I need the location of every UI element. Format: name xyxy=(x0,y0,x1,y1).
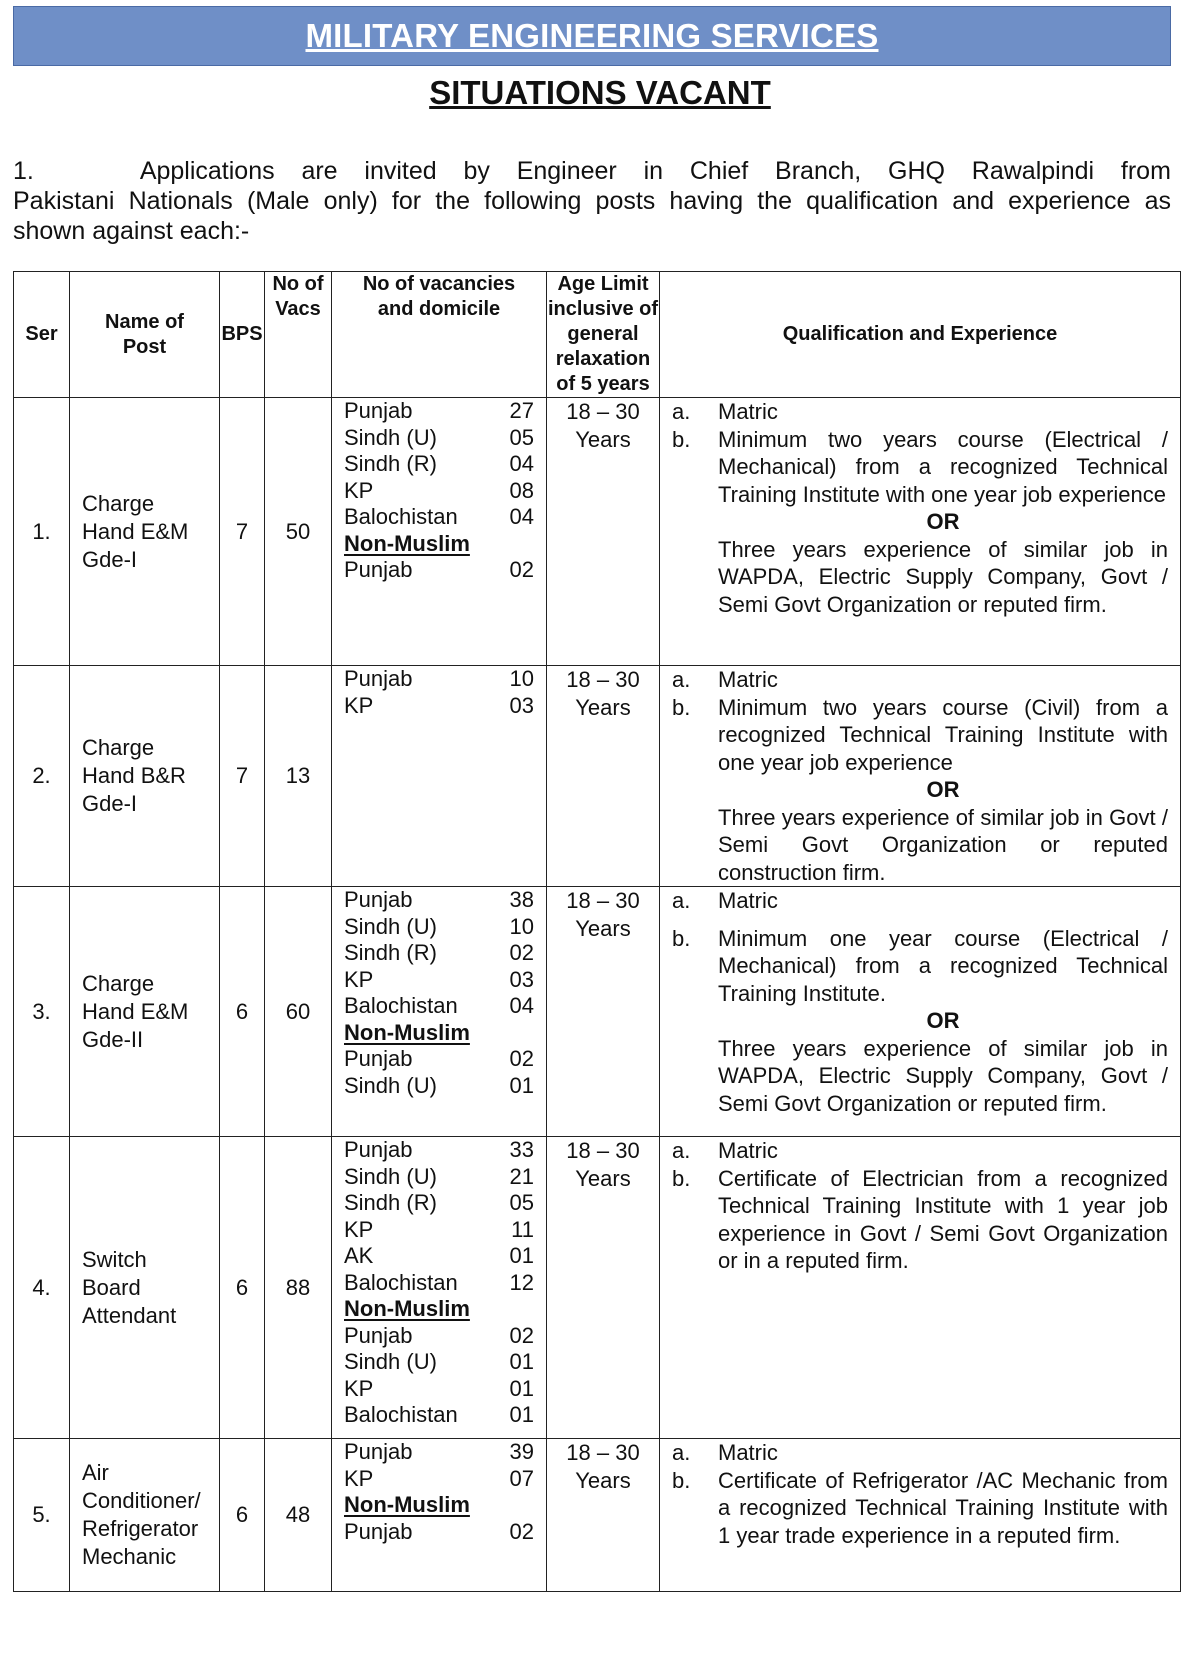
cell-bps: 6 xyxy=(220,1137,265,1439)
domicile-entry xyxy=(344,1439,534,1466)
age-unit: Years xyxy=(575,1166,631,1191)
age-unit: Years xyxy=(575,916,631,941)
post-name-line: Gde-I xyxy=(82,546,138,572)
cell-vacs: 13 xyxy=(265,666,332,887)
qual-or: OR xyxy=(926,1008,960,1033)
intro-word: from xyxy=(1120,157,1171,185)
domicile-province: Punjab xyxy=(344,1322,413,1348)
header-banner xyxy=(13,6,1171,66)
domicile-count: 01 xyxy=(509,1375,534,1401)
domicile-count: 03 xyxy=(509,966,534,992)
qual-label-b: b. xyxy=(672,925,691,951)
qual-b: Minimum two years course (Civil) from a recognized Technical Training Institute with one year job experience xyxy=(718,694,1168,775)
domicile-count: 10 xyxy=(509,913,534,939)
intro-word: invited xyxy=(364,157,437,185)
cell-qualification xyxy=(660,887,1181,1137)
qual-a: Matric xyxy=(718,1440,778,1465)
post-name-line: Charge xyxy=(82,490,155,516)
non-muslim-heading: Non-Muslim xyxy=(344,530,470,556)
header-age-limit: Age Limit inclusive of general relaxation of 5 years xyxy=(547,272,660,398)
cell-qualification xyxy=(660,398,1181,666)
domicile-province: Punjab xyxy=(344,398,413,423)
header-qualification: Qualification and Experience xyxy=(660,272,1181,398)
domicile-province: Sindh (U) xyxy=(344,1349,437,1374)
cell-age-limit xyxy=(547,887,660,1137)
domicile-entry xyxy=(344,914,534,941)
intro-paragraph xyxy=(13,156,1171,246)
domicile-entry xyxy=(344,425,534,452)
domicile-count: 02 xyxy=(509,1046,534,1071)
domicile-count: 10 xyxy=(509,666,534,691)
age-range: 18 – 30 xyxy=(566,1138,640,1163)
cell-vacs: 60 xyxy=(265,887,332,1137)
domicile-entry xyxy=(344,940,534,967)
qual-a: Matric xyxy=(718,888,778,913)
domicile-entry xyxy=(344,887,534,914)
domicile-province: Sindh (U) xyxy=(344,1163,437,1189)
qual-label-a: a. xyxy=(672,667,691,692)
domicile-count: 08 xyxy=(509,477,534,503)
post-name-line: Attendant xyxy=(82,1302,177,1328)
domicile-entry xyxy=(344,1376,534,1403)
age-range: 18 – 30 xyxy=(566,399,640,424)
qual-or: OR xyxy=(926,777,960,802)
cell-vacs: 48 xyxy=(265,1439,332,1592)
cell-age-limit xyxy=(547,1439,660,1592)
qual-label-a: a. xyxy=(672,399,691,424)
intro-word: by xyxy=(463,157,490,185)
domicile-entry xyxy=(344,1519,534,1546)
domicile-province: Sindh (U) xyxy=(344,913,437,939)
domicile-province: Punjab xyxy=(344,666,413,691)
domicile-entry xyxy=(344,693,534,720)
domicile-count: 01 xyxy=(509,1349,534,1374)
banner-title: MILITARY ENGINEERING SERVICES xyxy=(305,17,879,54)
age-unit: Years xyxy=(575,695,631,720)
domicile-province: KP xyxy=(344,1465,374,1491)
cell-post-name xyxy=(70,887,220,1137)
post-name-line: Refrigerator xyxy=(82,1516,199,1541)
qual-b: Minimum one year course (Electrical / Mechanical) from a recognized Technical Training Institute. xyxy=(718,925,1168,1006)
intro-word: Applications xyxy=(139,157,275,185)
domicile-province: Balochistan xyxy=(344,993,458,1018)
qual-a: Matric xyxy=(718,1138,778,1163)
table-row xyxy=(14,666,1181,887)
domicile-count: 27 xyxy=(509,398,534,423)
qual-alternative: Three years experience of similar job in Govt / Semi Govt Organization or reputed construction firm. xyxy=(718,804,1168,885)
post-name-line: Gde-II xyxy=(82,1026,144,1052)
post-name-line: Board xyxy=(82,1274,141,1300)
domicile-count: 02 xyxy=(509,557,534,582)
qual-b: Minimum two years course (Electrical / Mechanical) from a recognized Technical Training Institute with one year job experience xyxy=(718,426,1168,507)
domicile-entry xyxy=(344,398,534,425)
post-name-line: Hand B&R xyxy=(82,763,186,788)
domicile-province: KP xyxy=(344,1216,374,1242)
qual-label-a: a. xyxy=(672,1440,691,1465)
non-muslim-heading: Non-Muslim xyxy=(344,1296,470,1321)
domicile-count: 07 xyxy=(509,1465,534,1491)
qual-label-b: b. xyxy=(672,426,691,452)
domicile-entry xyxy=(344,1217,534,1244)
cell-vacs: 50 xyxy=(265,398,332,666)
domicile-province: AK xyxy=(344,1243,374,1268)
cell-ser: 3. xyxy=(14,887,70,1137)
table-header-row xyxy=(14,272,1181,398)
non-muslim-heading: Non-Muslim xyxy=(344,1492,470,1517)
cell-bps: 6 xyxy=(220,1439,265,1592)
age-unit: Years xyxy=(575,427,631,452)
domicile-count: 01 xyxy=(509,1402,534,1427)
qual-label-b: b. xyxy=(672,1467,691,1493)
domicile-count: 33 xyxy=(509,1137,534,1162)
qual-alternative: Three years experience of similar job in WAPDA, Electric Supply Company, Govt / Semi Govt Organization or reputed firm. xyxy=(718,536,1168,617)
domicile-province: KP xyxy=(344,692,374,718)
qual-label-a: a. xyxy=(672,888,691,913)
domicile-province: KP xyxy=(344,966,374,992)
post-name-line: Conditioner/ xyxy=(82,1488,201,1513)
cell-domicile xyxy=(332,887,547,1137)
cell-post-name xyxy=(70,666,220,887)
domicile-entry xyxy=(344,1349,534,1376)
domicile-count: 02 xyxy=(509,1518,534,1544)
qual-alternative: Three years experience of similar job in WAPDA, Electric Supply Company, Govt / Semi Govt Organization or reputed firm. xyxy=(718,1035,1168,1116)
qual-a: Matric xyxy=(718,667,778,692)
domicile-entry xyxy=(344,666,534,693)
domicile-province: Sindh (R) xyxy=(344,940,437,965)
qual-a: Matric xyxy=(718,399,778,424)
post-name-line: Air xyxy=(82,1460,109,1485)
intro-line-1 xyxy=(13,156,1171,186)
cell-age-limit xyxy=(547,666,660,887)
domicile-province: Sindh (U) xyxy=(344,424,437,450)
domicile-count: 12 xyxy=(509,1269,534,1295)
post-name-line: Hand E&M xyxy=(82,518,189,544)
cell-ser: 5. xyxy=(14,1439,70,1592)
domicile-count: 02 xyxy=(509,1322,534,1348)
header-bps: BPS xyxy=(220,272,265,398)
domicile-count: 11 xyxy=(511,1216,534,1242)
domicile-entry xyxy=(344,504,534,531)
domicile-count: 04 xyxy=(509,504,534,529)
domicile-count: 38 xyxy=(509,887,534,912)
domicile-entry xyxy=(344,1073,534,1100)
intro-word: Branch, xyxy=(775,157,862,185)
cell-domicile xyxy=(332,398,547,666)
cell-domicile xyxy=(332,1439,547,1592)
age-range: 18 – 30 xyxy=(566,1440,640,1465)
cell-domicile xyxy=(332,666,547,887)
vacancies-table xyxy=(13,271,1181,1592)
domicile-entry xyxy=(344,1402,534,1429)
cell-qualification xyxy=(660,1137,1181,1439)
post-name-line: Gde-I xyxy=(82,791,138,816)
domicile-count: 02 xyxy=(509,940,534,965)
post-name-line: Hand E&M xyxy=(82,998,189,1024)
age-range: 18 – 30 xyxy=(566,667,640,692)
cell-bps: 7 xyxy=(220,666,265,887)
page-subtitle: SITUATIONS VACANT xyxy=(429,74,771,111)
table-row xyxy=(14,398,1181,666)
qual-or: OR xyxy=(926,509,960,534)
domicile-entry xyxy=(344,1323,534,1350)
domicile-count: 21 xyxy=(509,1163,534,1189)
domicile-entry xyxy=(344,967,534,994)
cell-ser: 4. xyxy=(14,1137,70,1439)
intro-word: are xyxy=(301,157,338,185)
domicile-province: Balochistan xyxy=(344,504,458,529)
domicile-count: 04 xyxy=(509,993,534,1018)
qual-b: Certificate of Refrigerator /AC Mechanic from a recognized Technical Training Institute with 1 year trade experience in a reputed firm. xyxy=(718,1467,1168,1548)
domicile-entry xyxy=(344,451,534,478)
domicile-count: 39 xyxy=(509,1439,534,1464)
domicile-province: Balochistan xyxy=(344,1402,458,1427)
intro-word: Engineer xyxy=(516,157,617,185)
domicile-province: Punjab xyxy=(344,1046,413,1071)
post-name-line: Mechanic xyxy=(82,1544,177,1569)
table-row xyxy=(14,887,1181,1137)
intro-word: Rawalpindi xyxy=(971,157,1095,185)
domicile-province: KP xyxy=(344,477,374,503)
header-name-of-post: Name of Post xyxy=(70,272,220,398)
domicile-count: 05 xyxy=(509,424,534,450)
intro-number: 1. xyxy=(13,157,34,185)
header-ser: Ser xyxy=(14,272,70,398)
qual-b: Certificate of Electrician from a recognized Technical Training Institute with 1 year job experience in Govt / Semi Govt Organization or in a reputed firm. xyxy=(718,1165,1168,1273)
domicile-entry xyxy=(344,1046,534,1073)
cell-bps: 7 xyxy=(220,398,265,666)
cell-ser: 1. xyxy=(14,398,70,666)
domicile-province: Sindh (U) xyxy=(344,1072,437,1098)
domicile-entry xyxy=(344,1270,534,1297)
domicile-entry xyxy=(344,1243,534,1270)
domicile-province: Punjab xyxy=(344,1518,413,1544)
age-unit: Years xyxy=(575,1468,631,1493)
header-no-of-vacs: No of Vacs xyxy=(265,272,332,398)
cell-vacs: 88 xyxy=(265,1137,332,1439)
domicile-province: Balochistan xyxy=(344,1269,458,1295)
table-row xyxy=(14,1439,1181,1592)
qual-label-b: b. xyxy=(672,1165,691,1191)
cell-ser: 2. xyxy=(14,666,70,887)
domicile-count: 04 xyxy=(509,451,534,476)
intro-word: GHQ xyxy=(888,157,945,185)
intro-line-3: shown against each:- xyxy=(13,217,250,245)
domicile-entry xyxy=(344,1190,534,1217)
domicile-count: 01 xyxy=(509,1243,534,1268)
domicile-count: 05 xyxy=(509,1190,534,1215)
domicile-province: Sindh (R) xyxy=(344,451,437,476)
cell-age-limit xyxy=(547,1137,660,1439)
domicile-entry xyxy=(344,1466,534,1493)
domicile-province: Punjab xyxy=(344,1137,413,1162)
domicile-province: KP xyxy=(344,1375,374,1401)
cell-qualification xyxy=(660,666,1181,887)
qual-label-a: a. xyxy=(672,1138,691,1163)
post-name-line: Charge xyxy=(82,735,155,760)
cell-bps: 6 xyxy=(220,887,265,1137)
cell-age-limit xyxy=(547,398,660,666)
post-name-line: Switch xyxy=(82,1246,147,1272)
cell-domicile xyxy=(332,1137,547,1439)
table-row xyxy=(14,1137,1181,1439)
domicile-entry xyxy=(344,1137,534,1164)
domicile-entry xyxy=(344,1164,534,1191)
domicile-province: Punjab xyxy=(344,1439,413,1464)
table-body xyxy=(14,398,1181,1592)
qual-label-b: b. xyxy=(672,694,691,720)
header-domicile: No of vacancies and domicile xyxy=(332,272,547,398)
domicile-entry xyxy=(344,993,534,1020)
cell-qualification xyxy=(660,1439,1181,1592)
domicile-entry xyxy=(344,478,534,505)
domicile-entry xyxy=(344,557,534,584)
cell-post-name xyxy=(70,1439,220,1592)
non-muslim-heading: Non-Muslim xyxy=(344,1019,470,1045)
intro-line-2: Pakistani Nationals (Male only) for the following posts having the qualification and experience as xyxy=(13,187,1171,215)
domicile-province: Punjab xyxy=(344,887,413,912)
cell-post-name xyxy=(70,398,220,666)
domicile-province: Punjab xyxy=(344,557,413,582)
age-range: 18 – 30 xyxy=(566,888,640,913)
intro-word: in xyxy=(643,157,664,185)
domicile-count: 01 xyxy=(509,1072,534,1098)
intro-word: Chief xyxy=(689,157,749,185)
cell-post-name xyxy=(70,1137,220,1439)
domicile-count: 03 xyxy=(509,692,534,718)
post-name-line: Charge xyxy=(82,970,155,996)
domicile-province: Sindh (R) xyxy=(344,1190,437,1215)
